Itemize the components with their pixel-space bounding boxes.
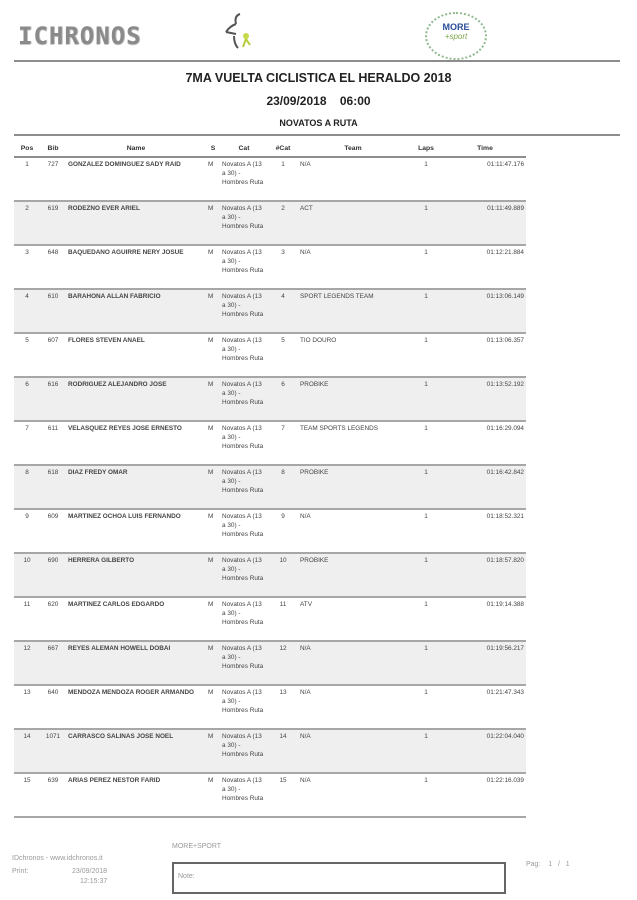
cell-team: PROBIKE [298,553,408,597]
column-header-cat: Cat [220,141,268,157]
page-current: 1 [548,861,553,868]
cell-pcat: 1 [268,157,298,201]
cell-laps: 1 [408,641,444,685]
cell-pos: 4 [14,289,40,333]
cell-time: 01:19:56.217 [444,641,526,685]
cell-cat: Novatos A (13 a 30) - Hombres Ruta [220,157,268,201]
cell-bib: 620 [40,597,66,641]
cell-bib: 609 [40,509,66,553]
cell-time: 01:12:21.884 [444,245,526,289]
cell-bib: 727 [40,157,66,201]
cell-s: M [206,333,220,377]
cell-bib: 1071 [40,729,66,773]
cell-time: 01:13:06.149 [444,289,526,333]
cell-pcat: 12 [268,641,298,685]
cell-name: BAQUEDANO AGUIRRE NERY JOSUE [66,245,206,289]
cell-time: 01:18:57.820 [444,553,526,597]
page-indicator [526,861,570,868]
cell-name: ARIAS PEREZ NESTOR FARID [66,773,206,817]
cell-name: CARRASCO SALINAS JOSE NOEL [66,729,206,773]
page-separator: / [557,861,560,868]
cell-name: VELASQUEZ REYES JOSE ERNESTO [66,421,206,465]
cell-pos: 14 [14,729,40,773]
cell-bib: 639 [40,773,66,817]
table-row [14,333,526,377]
note-label: Note: [178,873,195,880]
cell-pos: 11 [14,597,40,641]
cell-bib: 640 [40,685,66,729]
cell-team: N/A [298,773,408,817]
cell-s: M [206,245,220,289]
cell-cat: Novatos A (13 a 30) - Hombres Ruta [220,597,268,641]
table-row [14,157,526,201]
cell-laps: 1 [408,773,444,817]
cell-cat: Novatos A (13 a 30) - Hombres Ruta [220,465,268,509]
cell-laps: 1 [408,201,444,245]
cell-time: 01:16:42.842 [444,465,526,509]
cell-laps: 1 [408,553,444,597]
column-header-pos: Pos [14,141,40,157]
cell-laps: 1 [408,509,444,553]
cell-s: M [206,641,220,685]
cell-s: M [206,201,220,245]
column-header-cat: #Cat [268,141,298,157]
cell-pos: 10 [14,553,40,597]
title-divider [14,134,620,136]
cell-pos: 15 [14,773,40,817]
column-header-time: Time [444,141,526,157]
table-row [14,421,526,465]
cell-name: BARAHONA ALLAN FABRICIO [66,289,206,333]
cell-bib: 610 [40,289,66,333]
organizer-label: MORE+SPORT [172,843,222,850]
cell-pcat: 11 [268,597,298,641]
cell-name: HERRERA GILBERTO [66,553,206,597]
column-header-team: Team [298,141,408,157]
cell-s: M [206,421,220,465]
table-header-row [14,141,526,157]
cell-team: ACT [298,201,408,245]
table-row [14,465,526,509]
column-header-name: Name [66,141,206,157]
cell-time: 01:11:47.176 [444,157,526,201]
credit-text: IDchronos - www.idchronos.it [12,855,103,862]
ichronos-logo: ICHRONOS [18,22,142,50]
cell-pos: 6 [14,377,40,421]
cell-team: PROBIKE [298,377,408,421]
cell-time: 01:13:52.192 [444,377,526,421]
cell-pcat: 15 [268,773,298,817]
cell-bib: 648 [40,245,66,289]
cell-laps: 1 [408,465,444,509]
cell-bib: 619 [40,201,66,245]
cell-pcat: 5 [268,333,298,377]
cell-time: 01:18:52.321 [444,509,526,553]
cell-pcat: 4 [268,289,298,333]
print-time: 12:15:37 [80,878,108,885]
cell-laps: 1 [408,245,444,289]
cell-name: RODRIGUEZ ALEJANDRO JOSE [66,377,206,421]
table-row [14,553,526,597]
cell-bib: 667 [40,641,66,685]
cyclist-logo-icon [218,10,258,54]
cell-pcat: 2 [268,201,298,245]
more-sport-logo: MORE +sport [425,12,487,60]
column-header-bib: Bib [40,141,66,157]
cell-s: M [206,729,220,773]
table-body [14,157,526,817]
cell-bib: 690 [40,553,66,597]
cell-bib: 611 [40,421,66,465]
table-row [14,597,526,641]
cell-name: GONZALEZ DOMINGUEZ SADY RAID [66,157,206,201]
cell-s: M [206,377,220,421]
cell-team: TIO DOURO [298,333,408,377]
cell-pos: 7 [14,421,40,465]
cell-laps: 1 [408,421,444,465]
cell-name: MARTINEZ OCHOA LUIS FERNANDO [66,509,206,553]
cell-time: 01:22:16.039 [444,773,526,817]
cell-pos: 8 [14,465,40,509]
cell-cat: Novatos A (13 a 30) - Hombres Ruta [220,509,268,553]
cell-cat: Novatos A (13 a 30) - Hombres Ruta [220,729,268,773]
header-logos [0,8,637,60]
cell-team: SPORT LEGENDS TEAM [298,289,408,333]
table-row [14,685,526,729]
cell-name: DIAZ FREDY OMAR [66,465,206,509]
note-box [172,862,506,894]
cell-team: N/A [298,685,408,729]
cell-s: M [206,685,220,729]
cell-laps: 1 [408,157,444,201]
cell-name: MENDOZA MENDOZA ROGER ARMANDO [66,685,206,729]
cell-pos: 2 [14,201,40,245]
cell-laps: 1 [408,597,444,641]
table-row [14,289,526,333]
page-label: Pag: [526,861,541,868]
cell-laps: 1 [408,377,444,421]
table-row [14,201,526,245]
cell-pos: 9 [14,509,40,553]
cell-cat: Novatos A (13 a 30) - Hombres Ruta [220,333,268,377]
event-title: 7MA VUELTA CICLISTICA EL HERALDO 2018 [185,71,452,85]
cell-s: M [206,509,220,553]
table-row [14,641,526,685]
cell-time: 01:16:29.094 [444,421,526,465]
cell-pcat: 9 [268,509,298,553]
cell-cat: Novatos A (13 a 30) - Hombres Ruta [220,421,268,465]
cell-pos: 5 [14,333,40,377]
table-row [14,773,526,817]
cell-pcat: 8 [268,465,298,509]
cell-pcat: 7 [268,421,298,465]
cell-team: PROBIKE [298,465,408,509]
cell-pcat: 3 [268,245,298,289]
cell-cat: Novatos A (13 a 30) - Hombres Ruta [220,773,268,817]
cell-cat: Novatos A (13 a 30) - Hombres Ruta [220,289,268,333]
cell-team: N/A [298,641,408,685]
cell-pcat: 14 [268,729,298,773]
cell-pos: 1 [14,157,40,201]
cell-pos: 12 [14,641,40,685]
cell-bib: 607 [40,333,66,377]
table-row [14,509,526,553]
header-divider [14,60,620,62]
cell-cat: Novatos A (13 a 30) - Hombres Ruta [220,685,268,729]
cell-name: MARTINEZ CARLOS EDGARDO [66,597,206,641]
cell-cat: Novatos A (13 a 30) - Hombres Ruta [220,245,268,289]
cell-team: N/A [298,157,408,201]
cell-pcat: 6 [268,377,298,421]
cell-cat: Novatos A (13 a 30) - Hombres Ruta [220,553,268,597]
cell-laps: 1 [408,333,444,377]
cell-s: M [206,597,220,641]
cell-name: FLORES STEVEN ANAEL [66,333,206,377]
cell-bib: 616 [40,377,66,421]
cell-laps: 1 [408,289,444,333]
cell-name: RODEZNO EVER ARIEL [66,201,206,245]
cell-team: N/A [298,509,408,553]
cell-team: N/A [298,729,408,773]
cell-time: 01:21:47.343 [444,685,526,729]
cell-bib: 618 [40,465,66,509]
cell-laps: 1 [408,685,444,729]
cell-team: ATV [298,597,408,641]
cell-time: 01:13:06.357 [444,333,526,377]
cell-cat: Novatos A (13 a 30) - Hombres Ruta [220,201,268,245]
table-row [14,377,526,421]
event-datetime [0,94,637,108]
page-total: 1 [565,861,570,868]
cell-s: M [206,773,220,817]
cell-s: M [206,289,220,333]
cell-s: M [206,157,220,201]
cell-team: TEAM SPORTS LEGENDS [298,421,408,465]
cell-team: N/A [298,245,408,289]
print-label: Print: [12,868,29,875]
cell-time: 01:19:14.388 [444,597,526,641]
cell-laps: 1 [408,729,444,773]
cell-pos: 3 [14,245,40,289]
category-title: NOVATOS A RUTA [279,118,358,128]
print-date: 23/09/2018 [72,868,108,875]
cell-cat: Novatos A (13 a 30) - Hombres Ruta [220,377,268,421]
cell-time: 01:11:49.889 [444,201,526,245]
cell-pcat: 13 [268,685,298,729]
cell-s: M [206,553,220,597]
table-row [14,729,526,773]
results-table [14,141,526,818]
column-header-s: S [206,141,220,157]
table-row [14,245,526,289]
cell-pcat: 10 [268,553,298,597]
cell-time: 01:22:04.040 [444,729,526,773]
cell-name: REYES ALEMAN HOWELL DOBAI [66,641,206,685]
cell-s: M [206,465,220,509]
event-time: 06:00 [339,94,371,108]
event-date: 23/09/2018 [266,94,327,108]
column-header-laps: Laps [408,141,444,157]
cell-cat: Novatos A (13 a 30) - Hombres Ruta [220,641,268,685]
cell-pos: 13 [14,685,40,729]
